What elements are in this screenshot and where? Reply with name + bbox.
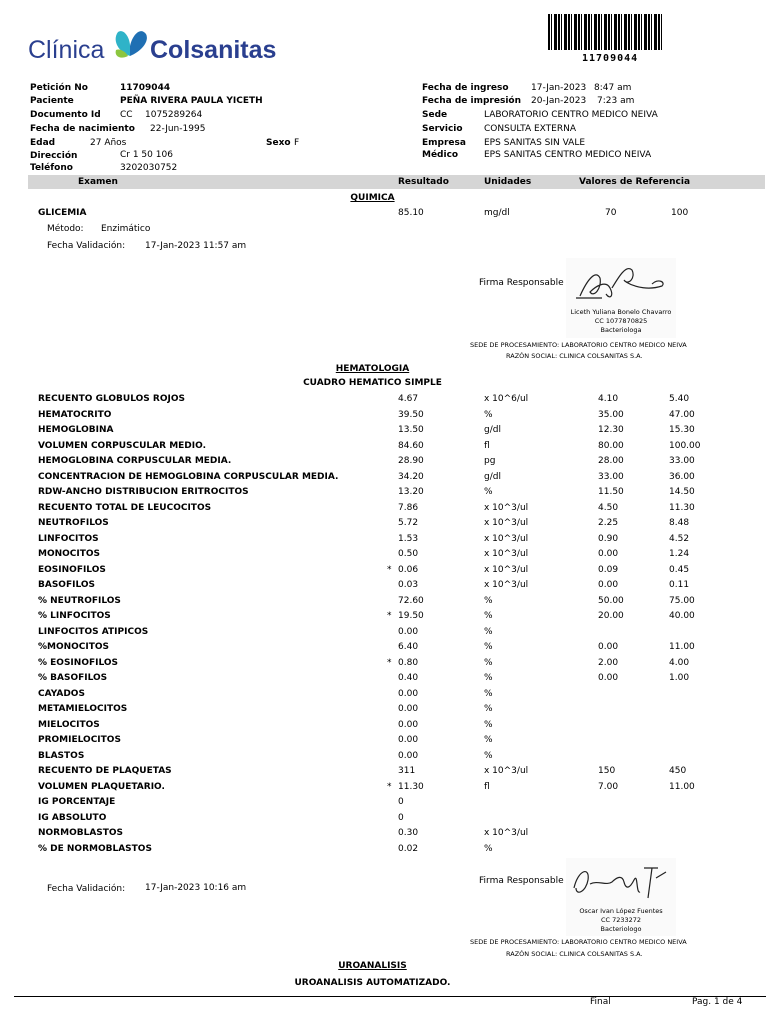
test-name: MONOCITOS [38, 549, 101, 559]
test-result: 0.00 [398, 688, 419, 699]
result-row [0, 596, 768, 608]
test-ref-high: 11.30 [669, 502, 695, 513]
result-row-glicemia [0, 208, 768, 220]
test-result: 19.50 [398, 611, 424, 621]
value-validacion-hema: 17-Jan-2023 10:16 am [145, 883, 247, 893]
result-row [0, 549, 768, 561]
section-subtitle-cuadro: CUADRO HEMATICO SIMPLE [303, 378, 442, 388]
test-ref-low: 7.00 [598, 781, 619, 792]
test-result: 0.00 [398, 719, 419, 730]
test-ref-high: 0.11 [669, 580, 690, 590]
value-nacimiento: 22-Jun-1995 [150, 124, 206, 134]
test-unit: pg [484, 456, 496, 466]
test-unit: % [484, 487, 493, 497]
test-name: HEMOGLOBINA CORPUSCULAR MEDIA. [38, 456, 232, 466]
label-medico: Médico [422, 150, 459, 160]
test-ref-low: 2.00 [598, 657, 619, 668]
test-ref-high: 5.40 [669, 394, 690, 404]
result-row [0, 782, 768, 794]
test-name: % DE NORMOBLASTOS [38, 843, 152, 854]
test-ref-low: 33.00 [598, 471, 624, 482]
logo-butterfly-icon [110, 26, 150, 62]
test-ref-high: 36.00 [669, 471, 695, 482]
test-result: 0.06 [398, 564, 419, 575]
test-ref-high: 11.00 [669, 642, 695, 652]
test-ref-low: 0.00 [598, 549, 619, 559]
signer-name-2: Oscar Ivan López Fuentes [579, 907, 663, 915]
header-resultado: Resultado [398, 177, 449, 187]
value-peticion: 11709044 [120, 83, 171, 93]
test-name: MIELOCITOS [38, 719, 100, 730]
section-title-quimica: QUIMICA [350, 193, 395, 203]
test-result: 72.60 [398, 595, 424, 606]
test-result: 0.03 [398, 580, 419, 590]
test-name: LINFOCITOS [38, 533, 99, 544]
test-unit: x 10^3/ul [484, 766, 529, 776]
clinic-logo [28, 36, 104, 65]
test-unit: % [484, 719, 493, 730]
result-row [0, 720, 768, 732]
test-unit: % [484, 735, 493, 745]
result-row [0, 735, 768, 747]
value-servicio: CONSULTA EXTERNA [484, 124, 577, 134]
footer-divider [14, 996, 766, 997]
test-result: 0.00 [398, 750, 419, 761]
test-ref-high: 75.00 [669, 595, 695, 606]
test-ref-high: 100.00 [669, 440, 701, 451]
result-row [0, 503, 768, 515]
test-ref-high: 8.48 [669, 518, 690, 528]
test-ref-low: 0.90 [598, 533, 619, 544]
test-ref-high: 1.00 [669, 673, 690, 683]
test-ref-low: 0.00 [598, 642, 619, 652]
test-result: 0.50 [398, 549, 419, 559]
label-metodo: Método: [47, 224, 84, 234]
value-sexo: F [294, 138, 300, 148]
test-result: 4.67 [398, 394, 419, 404]
label-edad: Edad [30, 138, 56, 148]
test-name: EOSINOFILOS [38, 564, 106, 575]
test-result: 13.20 [398, 487, 424, 497]
test-result: 5.72 [398, 518, 419, 528]
label-validacion-quimica: Fecha Validación: [47, 241, 126, 251]
test-result: 7.86 [398, 502, 419, 513]
test-result: 34.20 [398, 471, 424, 482]
test-unit: fl [484, 781, 490, 792]
signer-role: Bacteriologa [600, 326, 642, 334]
test-result: 0.80 [398, 657, 419, 668]
label-documento: Documento Id [30, 110, 101, 120]
signature-block-2 [566, 858, 676, 936]
test-unit: % [484, 673, 493, 683]
result-row [0, 704, 768, 716]
test-name: RDW-ANCHO DISTRIBUCION ERITROCITOS [38, 487, 249, 497]
test-ref-high: 100 [671, 208, 689, 218]
test-name: VOLUMEN CORPUSCULAR MEDIO. [38, 440, 206, 451]
test-ref-high: 14.50 [669, 487, 695, 497]
logo-text-colsanitas: Colsanitas [150, 36, 277, 64]
value-validacion-quimica: 17-Jan-2023 11:57 am [145, 241, 247, 251]
test-unit: % [484, 595, 493, 606]
abnormal-flag: * [387, 781, 392, 792]
test-unit: x 10^3/ul [484, 518, 529, 528]
label-direccion: Dirección [30, 151, 78, 161]
test-unit: % [484, 642, 493, 652]
signature-scribble-2 [566, 858, 676, 904]
test-unit: % [484, 750, 493, 761]
test-name: LINFOCITOS ATIPICOS [38, 626, 149, 637]
value-impresion-hora: 7:23 am [597, 96, 635, 106]
value-impresion-fecha: 20-Jan-2023 [531, 96, 587, 106]
test-unit: x 10^3/ul [484, 580, 529, 590]
value-documento-tipo: CC [120, 110, 133, 120]
value-direccion: Cr 1 50 106 [120, 150, 173, 160]
result-row [0, 425, 768, 437]
result-row [0, 797, 768, 809]
test-ref-high: 11.00 [669, 781, 695, 792]
value-medico: EPS SANITAS CENTRO MEDICO NEIVA [484, 150, 652, 160]
razon-social-2: RAZÓN SOCIAL: CLINICA COLSANITAS S.A. [506, 950, 643, 958]
result-row [0, 642, 768, 654]
test-name: RECUENTO TOTAL DE LEUCOCITOS [38, 502, 212, 513]
value-sede: LABORATORIO CENTRO MEDICO NEIVA [484, 110, 658, 120]
test-unit: mg/dl [484, 208, 510, 218]
label-validacion-hema: Fecha Validación: [47, 884, 126, 894]
signer-cc: CC 1077870825 [594, 317, 648, 325]
abnormal-flag: * [387, 611, 392, 621]
test-result: 13.50 [398, 425, 424, 435]
test-name: % LINFOCITOS [38, 611, 111, 621]
value-ingreso-fecha: 17-Jan-2023 [531, 83, 587, 93]
label-sede: Sede [422, 110, 448, 120]
result-row [0, 580, 768, 592]
test-unit: fl [484, 440, 490, 451]
test-result: 0 [398, 812, 404, 823]
test-result: 0.00 [398, 735, 419, 745]
result-row [0, 487, 768, 499]
test-ref-low: 4.10 [598, 394, 619, 404]
test-name: BASOFILOS [38, 580, 96, 590]
signer-name: Liceth Yuliana Bonelo Chavarro [570, 308, 672, 316]
result-row [0, 813, 768, 825]
logo-text-clinica: Clínica [28, 36, 105, 64]
test-result: 0.30 [398, 828, 419, 838]
test-ref-high: 15.30 [669, 425, 695, 435]
barcode-number: 11709044 [582, 53, 639, 64]
result-row [0, 534, 768, 546]
test-result: 11.30 [398, 781, 424, 792]
test-ref-low: 0.00 [598, 580, 619, 590]
signature-label-2: Firma Responsable [479, 876, 564, 886]
test-unit: % [484, 626, 493, 637]
test-result: 0 [398, 797, 404, 807]
signer-role-2: Bacteriologo [600, 925, 642, 933]
test-ref-low: 4.50 [598, 502, 619, 513]
test-ref-low: 70 [605, 208, 617, 218]
test-ref-low: 50.00 [598, 595, 624, 606]
test-name: HEMOGLOBINA [38, 425, 114, 435]
test-unit: % [484, 704, 493, 714]
test-unit: x 10^3/ul [484, 549, 529, 559]
label-peticion: Petición No [30, 83, 88, 93]
test-unit: % [484, 611, 493, 621]
test-result: 6.40 [398, 642, 419, 652]
footer-page: Pag. 1 de 4 [692, 997, 743, 1007]
test-unit: g/dl [484, 425, 501, 435]
result-row [0, 689, 768, 701]
test-ref-low: 150 [598, 766, 616, 776]
test-result: 1.53 [398, 533, 419, 544]
test-name: GLICEMIA [38, 208, 87, 218]
abnormal-flag: * [387, 657, 392, 668]
test-ref-high: 450 [669, 766, 687, 776]
header-unidades: Unidades [484, 177, 532, 187]
test-ref-high: 47.00 [669, 409, 695, 420]
result-row [0, 441, 768, 453]
test-ref-low: 0.00 [598, 673, 619, 683]
result-row [0, 518, 768, 530]
abnormal-flag: * [387, 564, 392, 575]
test-name: IG PORCENTAJE [38, 797, 116, 807]
result-row [0, 394, 768, 406]
result-row [0, 611, 768, 623]
signature-scribble-1 [566, 258, 676, 308]
test-ref-low: 11.50 [598, 487, 624, 497]
test-ref-high: 1.24 [669, 549, 690, 559]
test-name: NEUTROFILOS [38, 518, 109, 528]
barcode [548, 14, 662, 50]
test-ref-high: 4.00 [669, 657, 690, 668]
test-ref-high: 33.00 [669, 456, 695, 466]
result-row [0, 410, 768, 422]
label-empresa: Empresa [422, 138, 466, 148]
result-row [0, 828, 768, 840]
test-unit: x 10^6/ul [484, 394, 529, 404]
test-name: PROMIELOCITOS [38, 735, 121, 745]
test-result: 0.00 [398, 704, 419, 714]
test-name: %MONOCITOS [38, 642, 110, 652]
test-unit: x 10^3/ul [484, 533, 529, 544]
test-name: HEMATOCRITO [38, 409, 112, 420]
test-ref-low: 2.25 [598, 518, 619, 528]
test-ref-low: 20.00 [598, 611, 624, 621]
value-documento: 1075289264 [145, 110, 203, 120]
result-row [0, 751, 768, 763]
label-ingreso: Fecha de ingreso [422, 83, 509, 93]
test-result: 28.90 [398, 456, 424, 466]
label-servicio: Servicio [422, 124, 463, 134]
value-telefono: 3202030752 [120, 163, 178, 173]
value-empresa: EPS SANITAS SIN VALE [484, 138, 586, 148]
test-name: NORMOBLASTOS [38, 828, 124, 838]
result-row [0, 472, 768, 484]
test-result: 0.40 [398, 673, 419, 683]
test-name: % BASOFILOS [38, 673, 108, 683]
test-name: METAMIELOCITOS [38, 704, 128, 714]
section-subtitle-uroanalisis: UROANALISIS AUTOMATIZADO. [294, 978, 451, 988]
test-ref-high: 0.45 [669, 564, 690, 575]
footer-status: Final [590, 997, 611, 1007]
test-result: 311 [398, 766, 416, 776]
test-unit: % [484, 657, 493, 668]
value-ingreso-hora: 8:47 am [594, 83, 632, 93]
result-row [0, 565, 768, 577]
test-name: BLASTOS [38, 750, 85, 761]
test-name: RECUENTO GLOBULOS ROJOS [38, 394, 185, 404]
test-name: CONCENTRACION DE HEMOGLOBINA CORPUSCULAR MEDIA. [38, 471, 339, 482]
test-name: CAYADOS [38, 688, 85, 699]
sede-procesamiento-1: SEDE DE PROCESAMIENTO: LABORATORIO CENTRO MEDICO NEIVA [470, 341, 687, 349]
test-unit: x 10^3/ul [484, 502, 529, 513]
test-result: 0.00 [398, 626, 419, 637]
test-unit: g/dl [484, 471, 501, 482]
test-name: % NEUTROFILOS [38, 595, 121, 606]
sede-procesamiento-2: SEDE DE PROCESAMIENTO: LABORATORIO CENTRO MEDICO NEIVA [470, 938, 687, 946]
signer-cc-2: CC 7233272 [600, 916, 642, 924]
test-ref-high: 4.52 [669, 533, 690, 544]
label-sexo: Sexo [266, 138, 291, 148]
label-paciente: Paciente [30, 96, 74, 106]
test-unit: x 10^3/ul [484, 564, 529, 575]
test-name: IG ABSOLUTO [38, 812, 107, 823]
razon-social-1: RAZÓN SOCIAL: CLINICA COLSANITAS S.A. [506, 352, 643, 360]
header-examen: Examen [78, 177, 118, 187]
result-row [0, 766, 768, 778]
label-impresion: Fecha de impresión [422, 96, 521, 106]
test-name: RECUENTO DE PLAQUETAS [38, 766, 172, 776]
test-ref-low: 12.30 [598, 425, 624, 435]
test-ref-low: 0.09 [598, 564, 619, 575]
label-telefono: Teléfono [30, 163, 73, 173]
test-result: 85.10 [398, 208, 424, 218]
test-ref-high: 40.00 [669, 611, 695, 621]
signature-label: Firma Responsable [479, 278, 564, 288]
clinic-logo-brand [150, 36, 276, 65]
section-title-hematologia: HEMATOLOGIA [335, 364, 410, 374]
result-row [0, 844, 768, 856]
value-paciente: PEÑA RIVERA PAULA YICETH [120, 96, 263, 106]
result-row [0, 673, 768, 685]
test-result: 39.50 [398, 409, 424, 420]
test-ref-low: 28.00 [598, 456, 624, 466]
value-metodo: Enzimático [101, 224, 151, 234]
test-unit: % [484, 409, 493, 420]
signature-block-1 [566, 258, 676, 338]
result-row [0, 658, 768, 670]
result-row [0, 456, 768, 468]
test-unit: % [484, 843, 493, 854]
test-ref-low: 80.00 [598, 440, 624, 451]
test-result: 0.02 [398, 843, 419, 854]
value-edad: 27 Años [90, 138, 127, 148]
header-referencia: Valores de Referencia [579, 177, 691, 187]
test-unit: x 10^3/ul [484, 828, 529, 838]
test-unit: % [484, 688, 493, 699]
test-name: % EOSINOFILOS [38, 657, 119, 668]
label-nacimiento: Fecha de nacimiento [30, 124, 135, 134]
result-row [0, 627, 768, 639]
section-title-uroanalisis: UROANALISIS [338, 961, 407, 971]
test-name: VOLUMEN PLAQUETARIO. [38, 781, 165, 792]
test-result: 84.60 [398, 440, 424, 451]
test-ref-low: 35.00 [598, 409, 624, 420]
